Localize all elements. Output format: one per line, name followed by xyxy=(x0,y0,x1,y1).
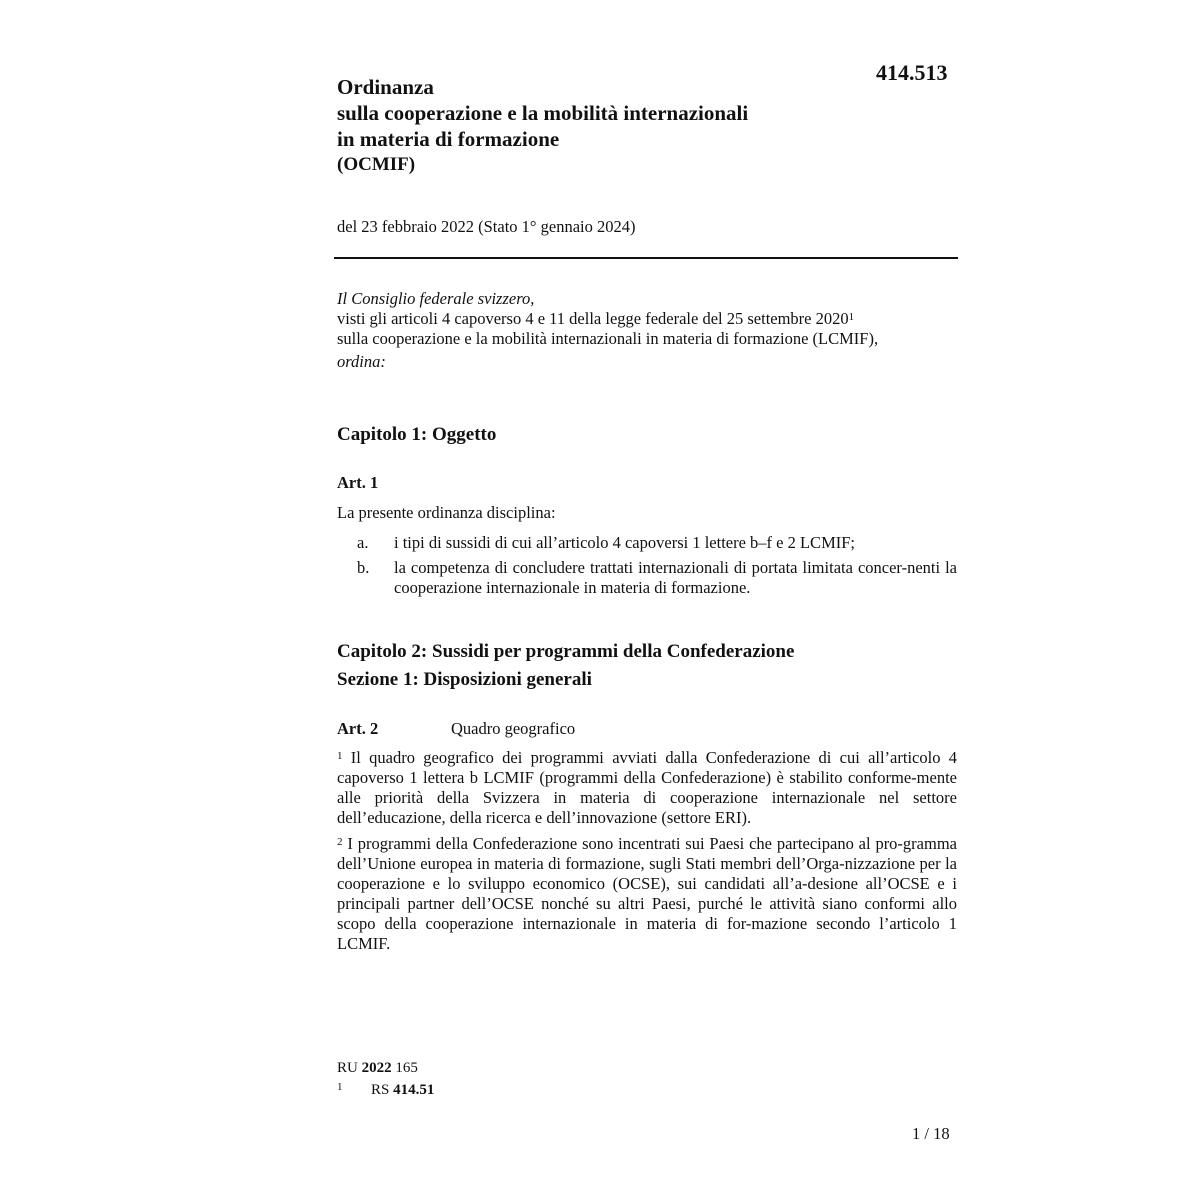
art-2-paragraph-2 xyxy=(337,834,957,954)
art-1-body xyxy=(337,503,957,598)
footnote-text xyxy=(371,1080,434,1100)
page-number: 1 / 18 xyxy=(912,1124,950,1143)
chapter-1-heading: Capitolo 1: Oggetto xyxy=(337,424,497,445)
art-2-paragraph-1 xyxy=(337,748,957,828)
footnote-ref-number: 414.51 xyxy=(393,1082,435,1098)
footnote-ref: 1 xyxy=(848,311,855,323)
footnote-mark: 1 xyxy=(337,1081,343,1093)
preamble-authority: Il Consiglio federale svizzero, xyxy=(337,289,535,308)
ru-year: 2022 xyxy=(361,1060,392,1076)
header-divider xyxy=(334,257,958,259)
art-2-label: Art. 2 xyxy=(337,719,379,738)
title-line-2: sulla cooperazione e la mobilità internazionali xyxy=(337,101,749,125)
paragraph-text: I programmi della Confederazione sono incentrati sui Paesi che partecipano al pro-gramma dell’Unione europea in materia di formazione, sugli Stati membri dell’Orga-nizzazione per la cooperazione e lo sviluppo economico (OCSE), sui candidati all’a-desione all’OCSE e i principali partner dell’OCSE nonché su altri Paesi, purché le attività siano conformi allo scopo della cooperazione internazionale in materia di for-mazione secondo l’articolo 1 LCMIF. xyxy=(337,834,957,953)
official-compilation-ref xyxy=(337,1058,418,1078)
footnote-prefix: RS xyxy=(371,1082,390,1098)
art-2-body xyxy=(337,748,957,954)
list-item xyxy=(337,558,957,598)
list-item-text: la competenza di concludere trattati internazionali di portata limitata concer-nenti la cooperazione internazionale in materia di formazione. xyxy=(394,558,957,597)
art-2-title: Quadro geografico xyxy=(451,719,576,738)
document-title xyxy=(337,74,748,152)
preamble xyxy=(337,289,957,372)
preamble-basis-line-2: sulla cooperazione e la mobilità internazionali in materia di formazione (LCMIF), xyxy=(337,329,879,348)
preamble-ordina: ordina: xyxy=(337,352,386,371)
section-1-heading: Sezione 1: Disposizioni generali xyxy=(337,669,592,690)
ru-prefix: RU xyxy=(337,1060,358,1076)
title-line-3: in materia di formazione xyxy=(337,127,560,151)
list-item-text: i tipi di sussidi di cui all’articolo 4 capoversi 1 lettere b–f e 2 LCMIF; xyxy=(394,533,855,552)
ru-page: 165 xyxy=(395,1060,418,1076)
art-1-intro: La presente ordinanza disciplina: xyxy=(337,503,556,522)
paragraph-text: Il quadro geografico dei programmi avviati dalla Confederazione di cui all’articolo 4 capoverso 1 lettera b LCMIF (programmi della Confederazione) è stabilito conforme-mente alle priorità della Svizzera in materia di cooperazione internazionale nel settore dell’educazione, della ricerca e dell’innovazione (settore ERI). xyxy=(337,748,957,827)
title-line-1: Ordinanza xyxy=(337,75,434,99)
footnote xyxy=(337,1079,343,1099)
art-1-label: Art. 1 xyxy=(337,473,379,492)
list-item xyxy=(337,533,957,553)
document-abbreviation: (OCMIF) xyxy=(337,154,416,175)
list-marker: b. xyxy=(357,558,370,577)
chapter-2-heading: Capitolo 2: Sussidi per programmi della Confederazione xyxy=(337,641,795,662)
list-marker: a. xyxy=(357,533,369,552)
document-date: del 23 febbraio 2022 (Stato 1° gennaio 2024) xyxy=(337,217,636,236)
preamble-basis-line-1 xyxy=(337,309,957,329)
sr-number: 414.513 xyxy=(876,60,948,85)
paragraph-number: 1 xyxy=(337,750,343,762)
paragraph-number: 2 xyxy=(337,836,343,848)
preamble-basis-text: visti gli articoli 4 capoverso 4 e 11 della legge federale del 25 settembre 2020 xyxy=(337,309,849,328)
